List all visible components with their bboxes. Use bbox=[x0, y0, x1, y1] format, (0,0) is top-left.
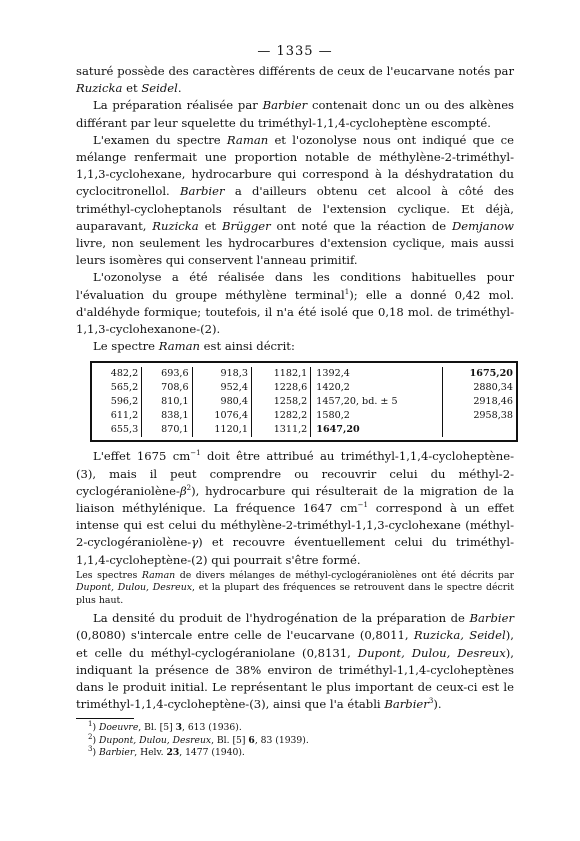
table-cell: 2880,34 bbox=[443, 381, 516, 395]
table-cell: 2958,38 bbox=[443, 409, 516, 423]
raman-term: Raman bbox=[158, 339, 200, 354]
table-cell: 810,1 bbox=[142, 395, 192, 409]
table-cell: 1420,2 bbox=[311, 381, 443, 395]
table-cell: 1076,4 bbox=[192, 409, 251, 423]
table-cell: 1675,20 bbox=[443, 367, 516, 381]
footnotes bbox=[76, 722, 514, 759]
author-name: Dupont, Dulou, Desreux bbox=[76, 582, 193, 594]
table-cell: 1457,20, bd. ± 5 bbox=[311, 395, 443, 409]
footnote-1: $^1$) Doeuvre, Bl. [5] 3, 613 (1936). bbox=[88, 720, 242, 734]
table-row bbox=[92, 409, 516, 423]
footnote-ref: 2 bbox=[186, 484, 192, 492]
table-row bbox=[92, 395, 516, 409]
table-cell: 1182,1 bbox=[251, 367, 310, 381]
table-cell: 611,2 bbox=[110, 410, 139, 422]
paragraph-2: La préparation réalisée par Barbier contenait donc un ou des alkènes différant par leur squelette du triméthyl-1,1,4-cycloheptène escompté. bbox=[76, 98, 515, 130]
table-row bbox=[92, 381, 516, 395]
author-name: Barbier bbox=[180, 184, 225, 199]
raman-spectrum-table bbox=[90, 361, 518, 442]
author-name: Barbier bbox=[262, 98, 308, 113]
author-name: Seidel bbox=[141, 81, 178, 96]
table-cell: 918,3 bbox=[192, 367, 251, 381]
author-name: Brügger bbox=[221, 218, 271, 233]
table-cell: 2918,46 bbox=[443, 395, 516, 409]
raman-term: Raman bbox=[226, 132, 269, 147]
author-name: Barbier bbox=[384, 697, 429, 712]
page bbox=[76, 44, 514, 759]
footnote-2: $^2$) Dupont, Dulou, Desreux, Bl. [5] 6, 83 (1939). bbox=[88, 732, 309, 746]
footnote-ref: 1 bbox=[344, 287, 350, 296]
footnote-divider bbox=[76, 718, 134, 719]
paragraph-5: Le spectre Raman est ainsi décrit: bbox=[93, 339, 295, 354]
paragraph-6: L'effet 1675 $cm^{-1}$ doit être attribué au triméthyl-1,1,4-cycloheptène-(3), mais il peut comprendre ou recouvrir celui du méthyl-$2-cyclogéraniolène-\beta^2$), hydrocarbure qui résulterait de la migration de la liaison méthylénique. La fréquence 1647 $cm^{-1}$ correspond à un effet intense qui est celui du méthylène-2-triméthyl-1,1,3-cyclohexane (méthyl-2-cyclogéraniolène-γ) et recouvre éventuellement celui du triméthyl-1,1,4-cycloheptène-(2) qui pourrait s'être formé. bbox=[76, 449, 515, 567]
small-print-note: Les spectres Raman de divers mélanges de méthyl-cyclogéraniolènes ont été décrits par Dupont, Dulou, Desreux, et la plupart des fréquences se retrouvent dans le spectre décrit plus haut. bbox=[76, 569, 514, 606]
raman-term: Raman bbox=[141, 569, 176, 581]
footnote-3: $^3$) Barbier, Helv. 23, 1477 (1940). bbox=[88, 744, 245, 758]
table-cell: 482,2 bbox=[110, 368, 139, 380]
table-cell: 708,6 bbox=[142, 381, 192, 395]
table-cell: 1282,2 bbox=[251, 409, 310, 423]
author-name: Ruzicka bbox=[76, 81, 123, 96]
paragraph-1: saturé possède des caractères différents de ceux de l'eucarvane notés par Ruzicka et Seidel. bbox=[76, 64, 514, 96]
table-cell: 596,2 bbox=[110, 396, 139, 408]
footnote-ref: 3 bbox=[428, 697, 434, 706]
table-row bbox=[92, 423, 516, 437]
table-cell: 1392,4 bbox=[311, 367, 443, 381]
paragraph-3: L'examen du spectre Raman et l'ozonolyse nous ont indiqué que ce mélange renfermait une proportion notable de méthylène-2-triméthyl-1,1,3-cyclohexane, hydrocarbure qui correspond à la déshydratation du cyclocitronellol. Barbier a d'ailleurs obtenu cet alcool à côté des triméthyl-cycloheptanols résultant de l'extension cyclique. Et déjà, auparavant, Ruzicka et Brügger ont noté que la réaction de Demjanow livre, non seulement les hydrocarbures d'extension cyclique, mais aussi leurs isomères qui conservent l'anneau primitif. bbox=[76, 132, 514, 268]
table-cell: 1258,2 bbox=[251, 395, 310, 409]
table-cell: 693,6 bbox=[142, 367, 192, 381]
paragraph-4: L'ozonolyse a été réalisée dans les conditions habituelles pour l'évaluation du groupe méthylène terminal$^1$); elle a donné 0,42 mol. d'aldéhyde formique; toutefois, il n'a été isolé que 0,18 mol. de triméthyl-1,1,3-cyclohexanone-(2). bbox=[76, 270, 514, 337]
table-cell: 870,1 bbox=[142, 423, 192, 437]
table-cell: 1228,6 bbox=[251, 381, 310, 395]
table-cell: 952,4 bbox=[192, 381, 251, 395]
author-name: Ruzicka bbox=[152, 218, 199, 233]
table-cell: 980,4 bbox=[192, 395, 251, 409]
table-cell bbox=[443, 423, 516, 437]
page-number: — 1335 — bbox=[257, 44, 333, 59]
table-cell: 1120,1 bbox=[192, 423, 251, 437]
table-cell: 565,2 bbox=[110, 382, 139, 394]
table-cell: 655,3 bbox=[110, 424, 139, 436]
author-name: Dupont, Dulou, Desreux bbox=[357, 645, 506, 660]
table-cell: 1311,2 bbox=[251, 423, 310, 437]
table-cell: 838,1 bbox=[142, 409, 192, 423]
table-row bbox=[92, 367, 516, 381]
author-name: Ruzicka, Seidel bbox=[413, 628, 506, 643]
table-cell: 1647,20 bbox=[311, 423, 443, 437]
table-cell: 1580,2 bbox=[311, 409, 443, 423]
author-name: Barbier bbox=[469, 611, 514, 626]
author-name: Demjanow bbox=[451, 218, 514, 233]
paragraph-7: La densité du produit de l'hydrogénation de la préparation de Barbier (0,8080) s'intercale entre celle de l'eucarvane (0,8011, Ruzicka, Seidel), et celle du méthyl-cyclogéraniolane (0,8131, Dupont, Dulou, Desreux), indiquant la présence de 38% environ de triméthyl-1,1,4-cycloheptènes dans le produit initial. Le représentant le plus important de ceux-ci est le triméthyl-1,1,4-cycloheptène-(3), ainsi que l'a établi Barbier$^3$). bbox=[76, 611, 514, 712]
